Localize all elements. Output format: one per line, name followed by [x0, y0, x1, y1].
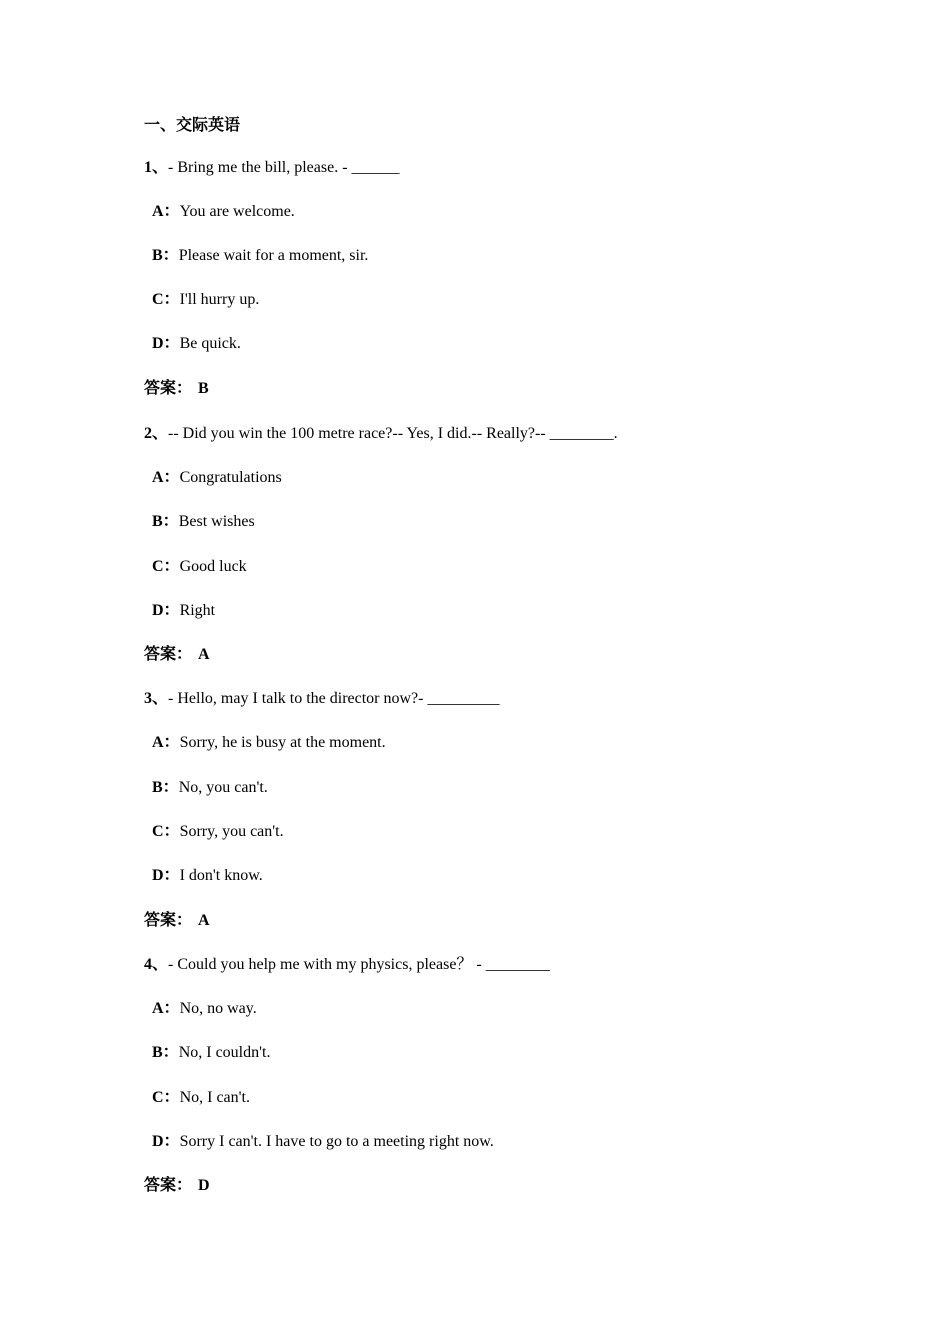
question-1-option-d	[152, 334, 241, 354]
question-3-option-d	[152, 866, 263, 886]
question-4-answer	[144, 1176, 210, 1196]
question-3-option-b	[152, 778, 268, 798]
question-4	[144, 955, 550, 975]
question-text: - Could you help me with my physics, please？ - ________	[168, 956, 550, 973]
option-text: No, you can't.	[178, 779, 268, 796]
question-1-option-a	[152, 202, 295, 222]
option-letter: D：	[152, 867, 180, 884]
option-text: No, I couldn't.	[178, 1044, 271, 1061]
question-2-option-b	[152, 512, 255, 532]
option-letter: A：	[152, 1000, 180, 1017]
question-2-answer	[144, 645, 210, 665]
option-letter: A：	[152, 469, 180, 486]
option-letter: B：	[152, 1044, 179, 1061]
question-3	[144, 689, 499, 709]
option-letter: A：	[152, 203, 180, 220]
question-1-answer	[144, 379, 209, 399]
option-letter: B：	[152, 247, 179, 264]
question-text: - Hello, may I talk to the director now?- _________	[168, 690, 500, 707]
question-text: -- Did you win the 100 metre race?-- Yes, I did.-- Really?-- ________.	[168, 425, 618, 442]
answer-value: B	[198, 380, 209, 397]
option-text: Right	[179, 602, 216, 619]
answer-value: A	[198, 646, 210, 663]
option-text: I don't know.	[179, 867, 263, 884]
option-text: No, no way.	[179, 1000, 257, 1017]
option-text: Best wishes	[178, 513, 255, 530]
option-text: Sorry I can't. I have to go to a meeting right now.	[179, 1133, 494, 1150]
question-4-option-d	[152, 1132, 494, 1152]
question-1-option-c	[152, 290, 259, 310]
answer-value: D	[198, 1177, 210, 1194]
question-2-option-d	[152, 601, 215, 621]
answer-label: 答案：	[144, 380, 193, 397]
option-text: Good luck	[179, 558, 247, 575]
question-2-option-c	[152, 557, 247, 577]
question-4-option-a	[152, 999, 257, 1019]
option-text: Sorry, he is busy at the moment.	[179, 734, 386, 751]
question-1	[144, 158, 400, 178]
option-letter: B：	[152, 513, 179, 530]
section-title: 一、交际英语	[144, 117, 241, 134]
question-2	[144, 424, 618, 444]
option-text: Be quick.	[179, 335, 241, 352]
question-4-option-b	[152, 1043, 270, 1063]
option-letter: C：	[152, 291, 180, 308]
question-3-option-a	[152, 733, 386, 753]
answer-label: 答案：	[144, 646, 193, 663]
option-letter: D：	[152, 602, 180, 619]
option-text: Sorry, you can't.	[179, 823, 284, 840]
answer-label: 答案：	[144, 1177, 193, 1194]
question-3-answer	[144, 911, 210, 931]
option-text: Please wait for a moment, sir.	[178, 247, 369, 264]
question-number: 2、	[144, 425, 169, 442]
option-letter: C：	[152, 823, 180, 840]
answer-label: 答案：	[144, 912, 193, 929]
question-1-option-b	[152, 246, 368, 266]
question-text: - Bring me the bill, please. - ______	[168, 159, 400, 176]
option-letter: C：	[152, 1089, 180, 1106]
question-4-option-c	[152, 1088, 250, 1108]
question-2-option-a	[152, 468, 282, 488]
option-letter: A：	[152, 734, 180, 751]
option-text: I'll hurry up.	[179, 291, 260, 308]
option-letter: B：	[152, 779, 179, 796]
option-letter: D：	[152, 335, 180, 352]
option-text: You are welcome.	[179, 203, 295, 220]
question-number: 3、	[144, 690, 169, 707]
answer-value: A	[198, 912, 210, 929]
question-number: 4、	[144, 956, 169, 973]
option-text: Congratulations	[179, 469, 282, 486]
option-letter: C：	[152, 558, 180, 575]
question-number: 1、	[144, 159, 169, 176]
question-3-option-c	[152, 822, 284, 842]
option-letter: D：	[152, 1133, 180, 1150]
option-text: No, I can't.	[179, 1089, 250, 1106]
